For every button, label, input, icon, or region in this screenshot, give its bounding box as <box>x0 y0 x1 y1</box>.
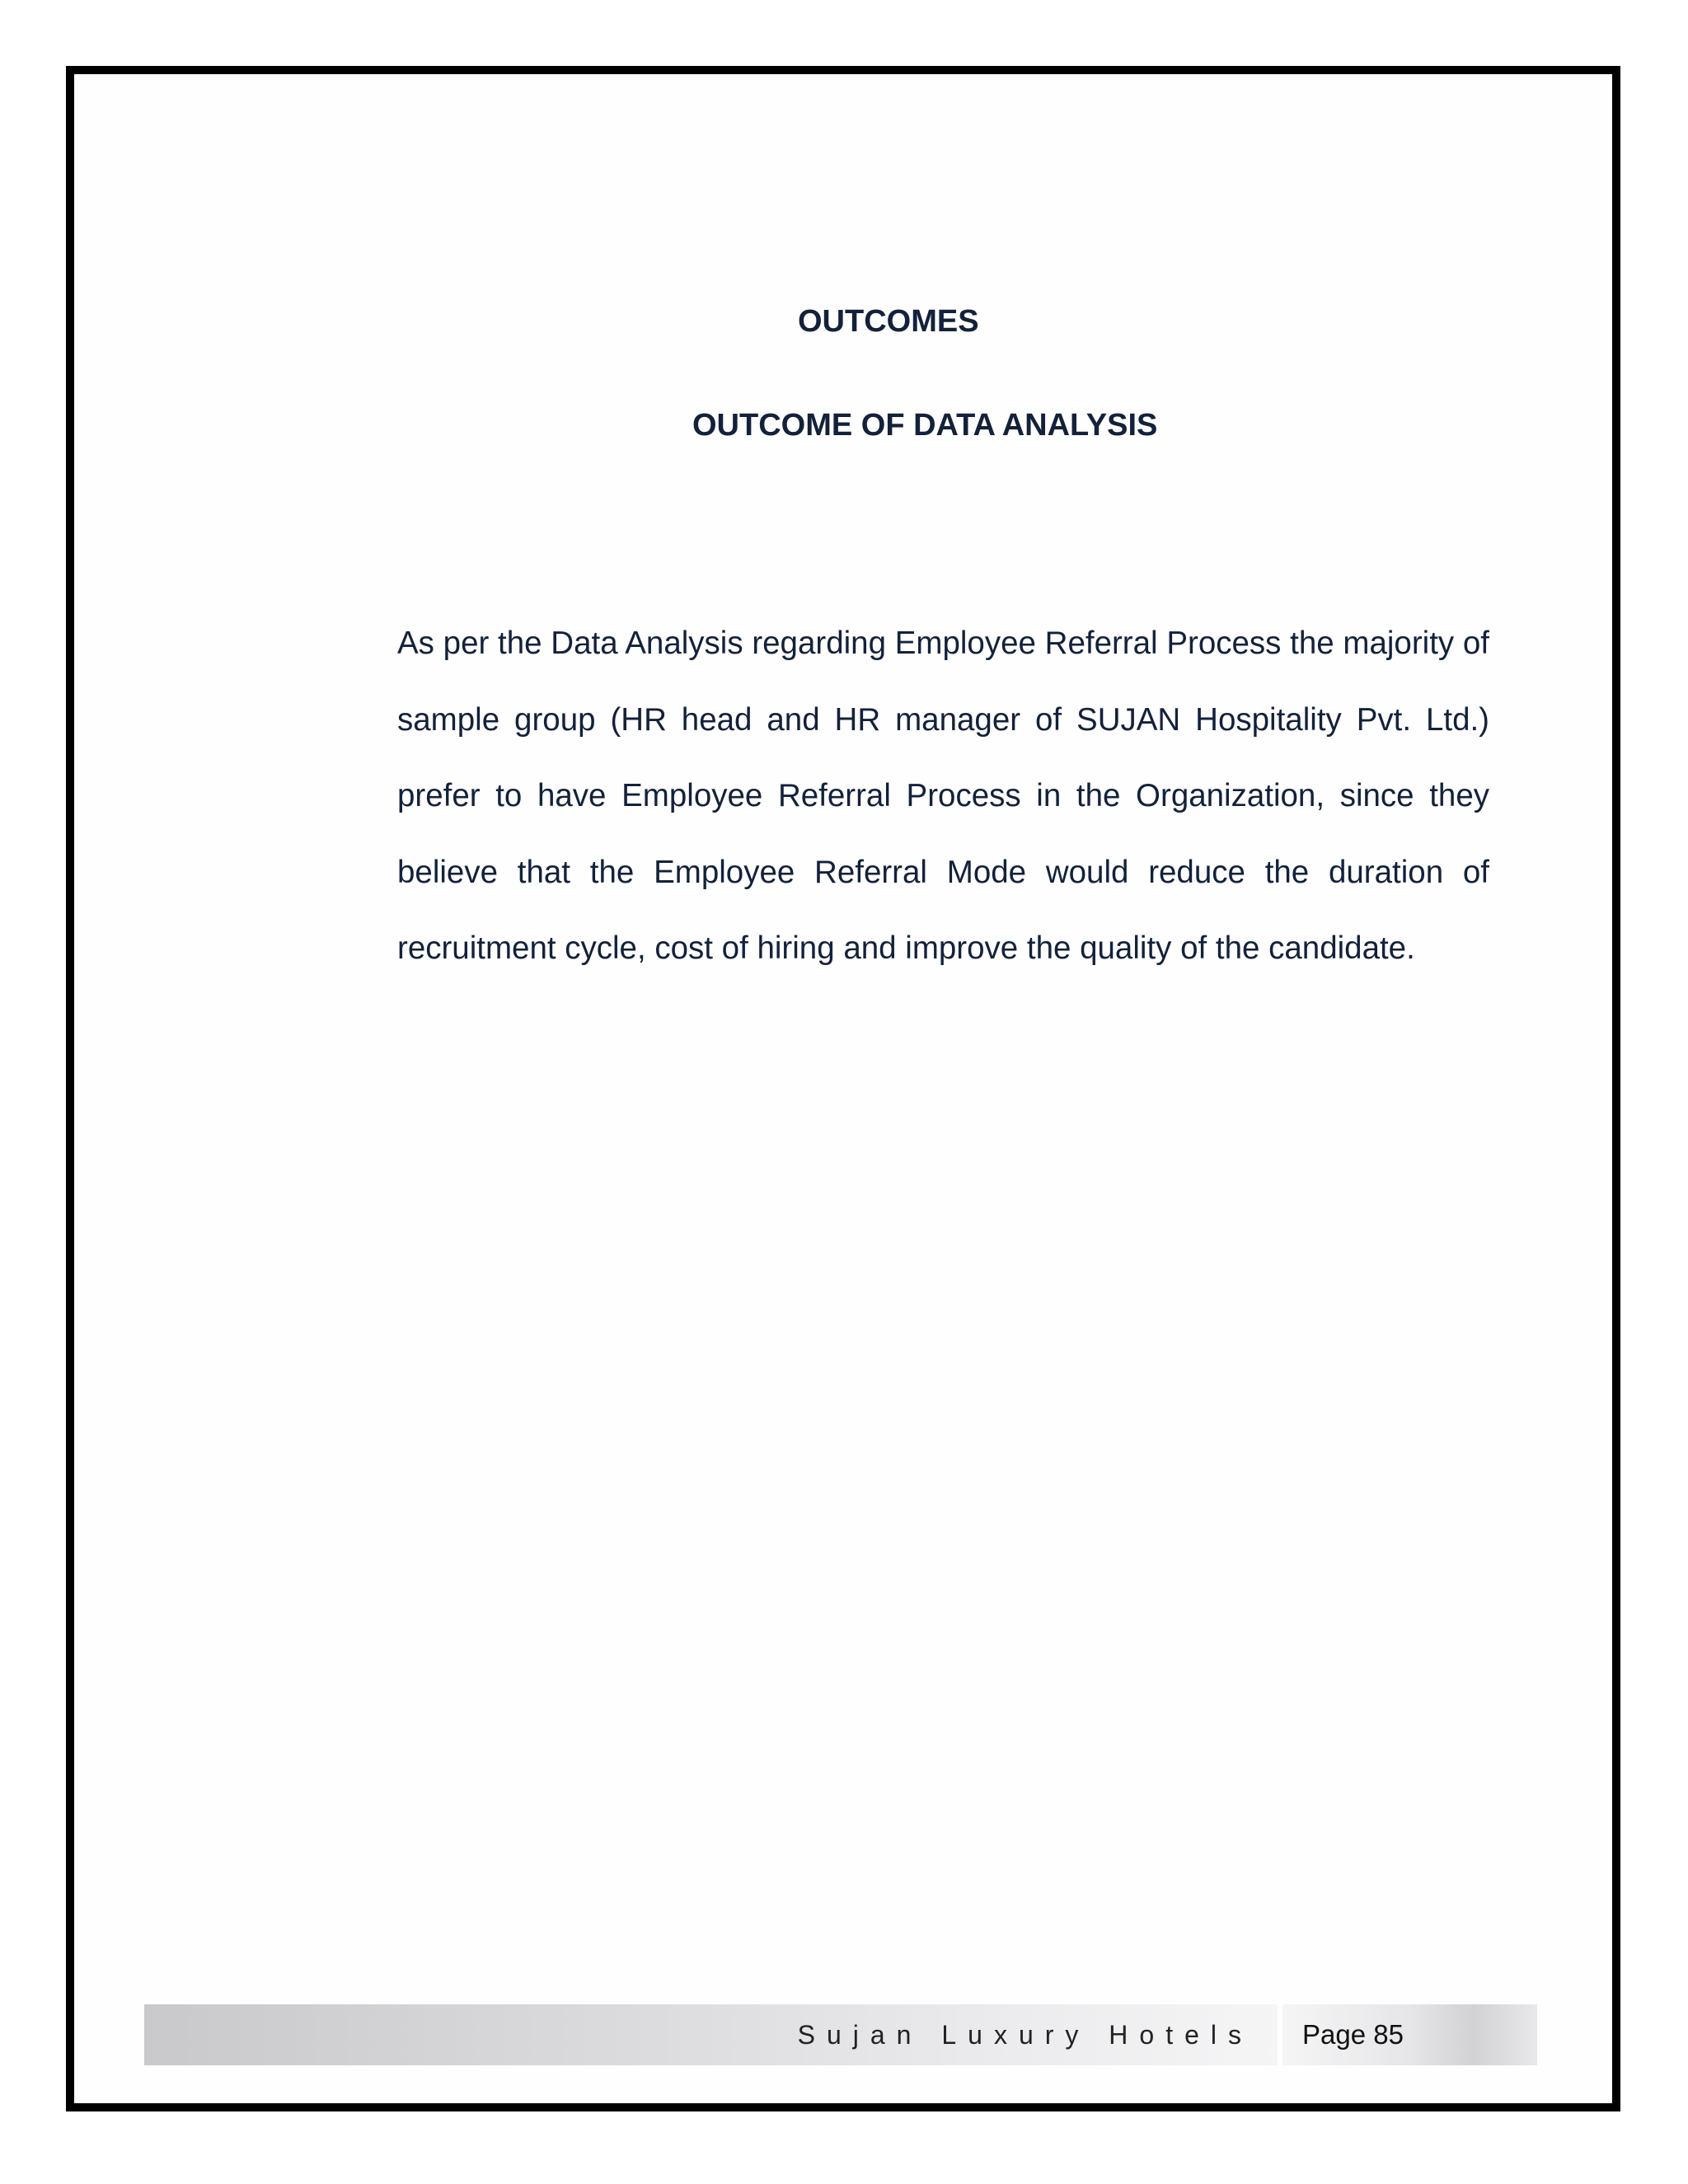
footer-page-box <box>1282 2004 1537 2065</box>
page-footer <box>144 2004 1537 2065</box>
page-border <box>66 66 1620 2111</box>
page-number: Page 85 <box>1302 2019 1404 2050</box>
footer-title-box <box>144 2004 1278 2065</box>
page-heading: OUTCOMES <box>798 304 979 339</box>
footer-title: Sujan Luxury Hotels <box>797 2020 1253 2050</box>
section-subheading: OUTCOME OF DATA ANALYSIS <box>692 408 1158 443</box>
body-paragraph: As per the Data Analysis regarding Employee Referral Process the majority of sample group (HR head and HR manager of SUJAN Hospitality Pvt. Ltd.) prefer to have Employee Referral Process in the Organization, since they believe that the Employee Referral Mode would reduce the duration of recruitment cycle, cost of hiring and improve the quality of the candidate. <box>397 626 1489 966</box>
